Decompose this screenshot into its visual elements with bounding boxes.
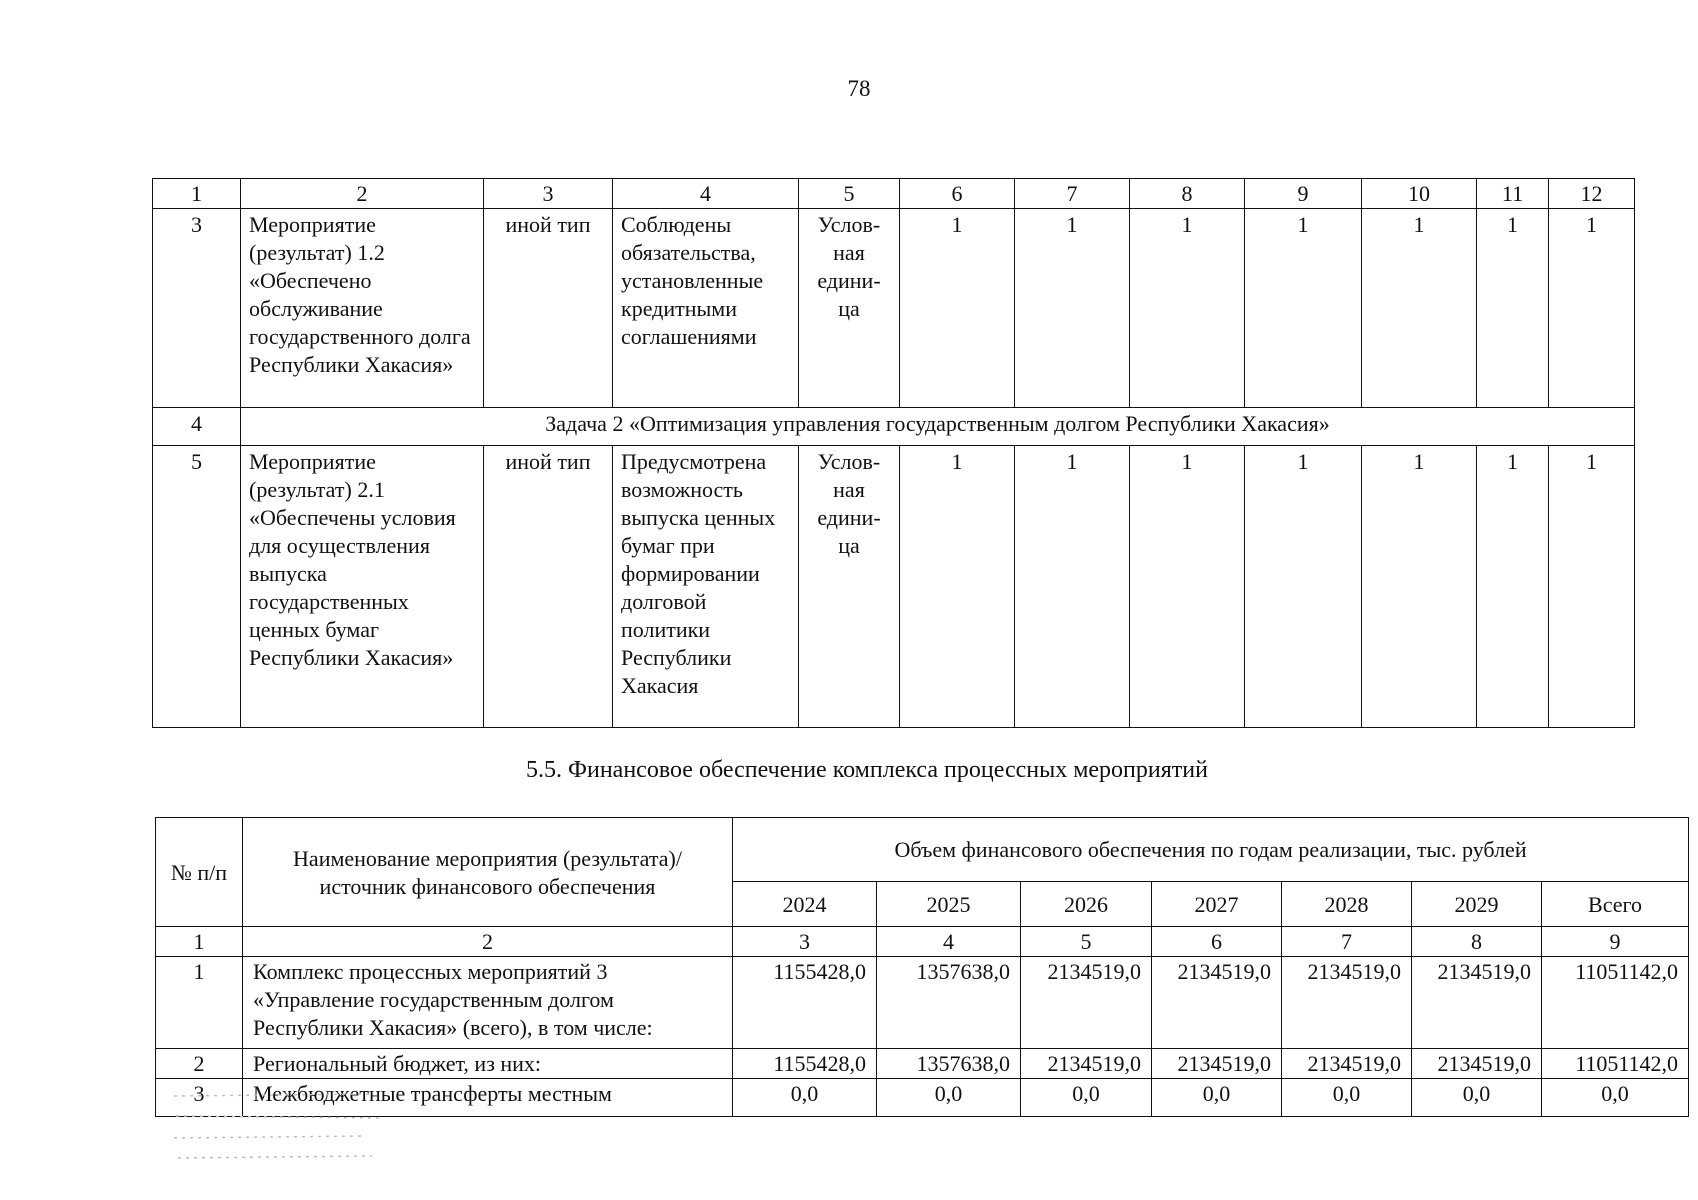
- amount-cell: 1155428,0: [733, 1049, 877, 1079]
- amount-cell: 2134519,0: [1021, 1049, 1152, 1079]
- header-row: [156, 818, 1689, 882]
- section-title: 5.5. Финансовое обеспечение комплекса процессных мероприятий: [526, 757, 1208, 783]
- faint-stamp-mark: [172, 1088, 392, 1162]
- amount-cell: 2134519,0: [1412, 1049, 1542, 1079]
- value-cell: 1: [1362, 209, 1477, 408]
- table-row: [156, 957, 1689, 1049]
- value-cell: 1: [1245, 446, 1362, 728]
- measure-name: Мероприятие (результат) 2.1 «Обеспечены условия для осуществления выпуска государственных ценных бумаг Республики Хакасия»: [241, 446, 484, 728]
- task-row: [153, 408, 1635, 446]
- measure-name: Комплекс процессных мероприятий 3 «Управление государственным долгом Республики Хакасия» (всего), в том числе:: [243, 957, 733, 1049]
- value-cell: 1: [1362, 446, 1477, 728]
- measure-name: Мероприятие (результат) 1.2 «Обеспечено обслуживание государственного долга Республики Хакасия»: [241, 209, 484, 408]
- year-header: 2025: [877, 882, 1021, 927]
- column-number: 7: [1015, 179, 1130, 209]
- column-number: 6: [1152, 927, 1282, 957]
- page-number: 78: [847, 76, 871, 101]
- amount-cell: 2134519,0: [1412, 957, 1542, 1049]
- column-number: 4: [877, 927, 1021, 957]
- amount-cell: 0,0: [1021, 1079, 1152, 1117]
- amount-cell: 2134519,0: [1282, 1049, 1412, 1079]
- row-number: 2: [156, 1049, 243, 1079]
- column-number: 9: [1245, 179, 1362, 209]
- column-number: 8: [1412, 927, 1542, 957]
- amount-cell: 1357638,0: [877, 1049, 1021, 1079]
- column-number: 8: [1130, 179, 1245, 209]
- measure-unit: Услов-ная едини-ца: [799, 209, 900, 408]
- amount-cell: 0,0: [1542, 1079, 1689, 1117]
- column-number: 6: [900, 179, 1015, 209]
- value-cell: 1: [1015, 209, 1130, 408]
- measure-unit: Услов-ная едини-ца: [799, 446, 900, 728]
- amount-cell: 11051142,0: [1542, 957, 1689, 1049]
- value-cell: 1: [1130, 209, 1245, 408]
- financing-table: [155, 817, 1689, 1117]
- name-header: Наименование мероприятия (результата)/ источник финансового обеспечения: [243, 818, 733, 927]
- year-header: 2027: [1152, 882, 1282, 927]
- value-cell: 1: [1549, 446, 1635, 728]
- value-cell: 1: [1245, 209, 1362, 408]
- row-number: 3: [156, 1079, 243, 1117]
- column-number: 10: [1362, 179, 1477, 209]
- total-header: Всего: [1542, 882, 1689, 927]
- row-number: 1: [156, 957, 243, 1049]
- table-row: [153, 209, 1635, 408]
- value-cell: 1: [1549, 209, 1635, 408]
- measure-type: иной тип: [484, 209, 613, 408]
- amount-cell: 2134519,0: [1021, 957, 1152, 1049]
- year-header: 2028: [1282, 882, 1412, 927]
- column-number-row: [153, 179, 1635, 209]
- column-number: 2: [241, 179, 484, 209]
- amount-cell: 0,0: [1412, 1079, 1542, 1117]
- value-cell: 1: [1015, 446, 1130, 728]
- measure-description: Предусмотрена возможность выпуска ценных бумаг при формировании долговой политики Республики Хакасия: [613, 446, 799, 728]
- value-cell: 1: [1130, 446, 1245, 728]
- amount-cell: 1357638,0: [877, 957, 1021, 1049]
- value-cell: 1: [900, 446, 1015, 728]
- amount-cell: 2134519,0: [1282, 957, 1412, 1049]
- indicators-table: [152, 178, 1635, 728]
- amount-cell: 1155428,0: [733, 957, 877, 1049]
- column-number: 5: [799, 179, 900, 209]
- amount-cell: 2134519,0: [1152, 957, 1282, 1049]
- value-cell: 1: [1477, 446, 1549, 728]
- column-number: 3: [484, 179, 613, 209]
- task-title: Задача 2 «Оптимизация управления государственным долгом Республики Хакасия»: [241, 408, 1635, 446]
- measure-name: Межбюджетные трансферты местным: [243, 1079, 733, 1117]
- amount-cell: 0,0: [733, 1079, 877, 1117]
- volume-header: Объем финансового обеспечения по годам реализации, тыс. рублей: [733, 818, 1689, 882]
- amount-cell: 0,0: [1282, 1079, 1412, 1117]
- column-number: 11: [1477, 179, 1549, 209]
- measure-type: иной тип: [484, 446, 613, 728]
- column-number: 5: [1021, 927, 1152, 957]
- year-header: 2024: [733, 882, 877, 927]
- measure-name: Региональный бюджет, из них:: [243, 1049, 733, 1079]
- amount-cell: 0,0: [877, 1079, 1021, 1117]
- row-number: 5: [153, 446, 241, 728]
- column-number: 1: [156, 927, 243, 957]
- column-number: 1: [153, 179, 241, 209]
- column-number: 7: [1282, 927, 1412, 957]
- column-number: 2: [243, 927, 733, 957]
- value-cell: 1: [900, 209, 1015, 408]
- column-number: 3: [733, 927, 877, 957]
- column-number: 4: [613, 179, 799, 209]
- value-cell: 1: [1477, 209, 1549, 408]
- column-number-row: [156, 927, 1689, 957]
- column-number: 9: [1542, 927, 1689, 957]
- amount-cell: 11051142,0: [1542, 1049, 1689, 1079]
- row-number: 3: [153, 209, 241, 408]
- column-number: 12: [1549, 179, 1635, 209]
- amount-cell: 2134519,0: [1152, 1049, 1282, 1079]
- amount-cell: 0,0: [1152, 1079, 1282, 1117]
- row-number: 4: [153, 408, 241, 446]
- table-row: [156, 1049, 1689, 1079]
- measure-description: Соблюдены обязательства, установленные кредитными соглашениями: [613, 209, 799, 408]
- year-header: 2026: [1021, 882, 1152, 927]
- number-header: № п/п: [156, 818, 243, 927]
- year-header: 2029: [1412, 882, 1542, 927]
- table-row: [153, 446, 1635, 728]
